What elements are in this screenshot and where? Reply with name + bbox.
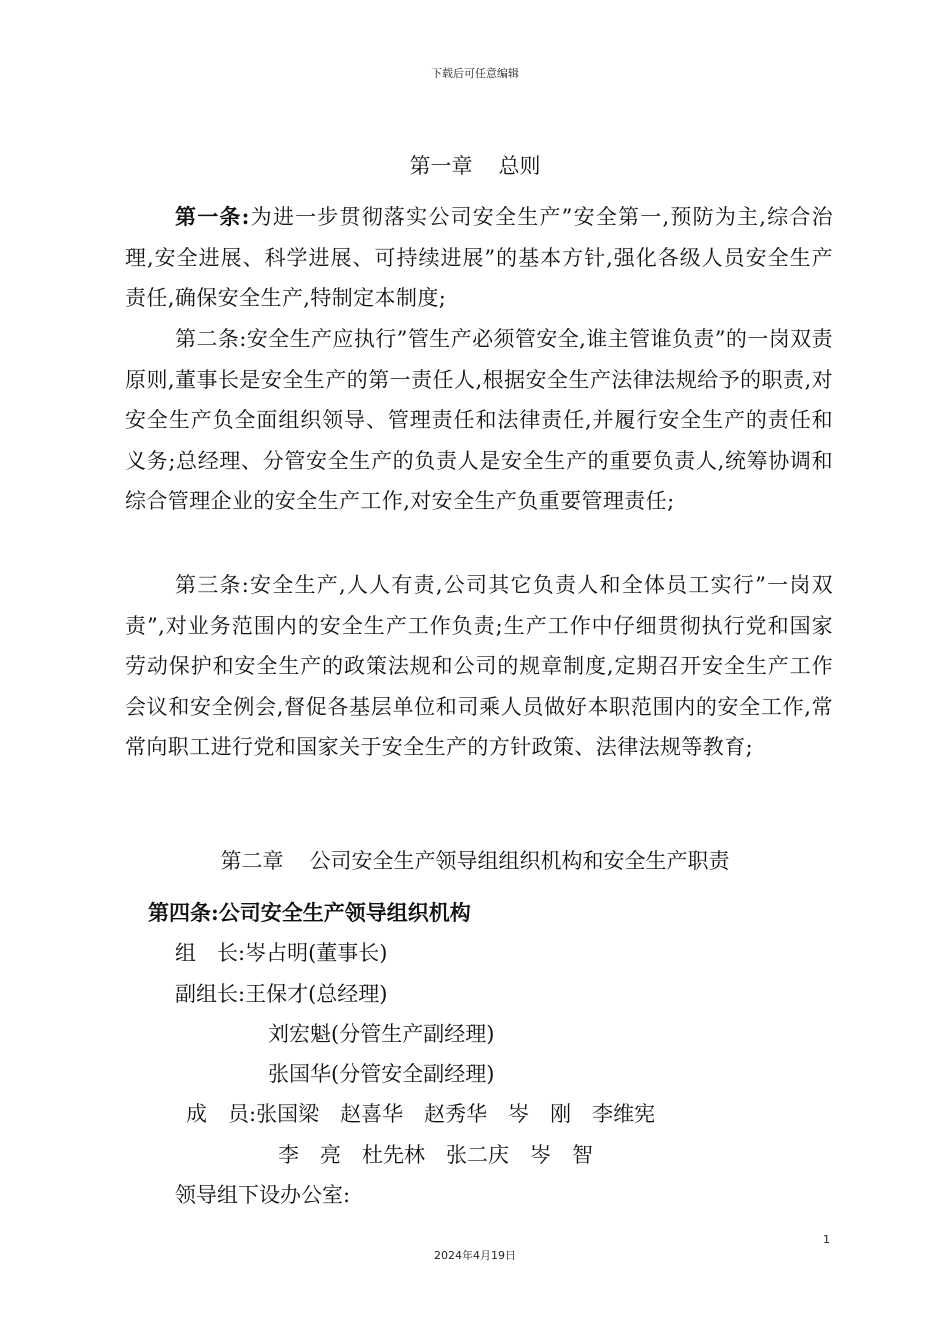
article-1-label: 第一条:: [175, 204, 250, 229]
page-number: 1: [823, 1233, 830, 1246]
article-1: [125, 197, 833, 319]
article-1-body: 为进一步贯彻落实公司安全生产”安全第一,预防为主,综合治理,安全进展、科学进展、可持续进展”的基本方针,强化各级人员安全生产责任,确保安全生产,特制定本制度;: [125, 205, 833, 310]
org-office: 领导组下设办公室:: [175, 1183, 351, 1207]
chapter-2-number: 第二章: [220, 849, 284, 873]
org-deputy-2: 刘宏魁(分管生产副经理): [268, 1022, 495, 1046]
org-members-2: 李 亮 杜先林 张二庆 岑 智: [278, 1143, 593, 1167]
chapter-1-title: [0, 150, 950, 180]
chapter-1-number: 第一章: [409, 154, 473, 178]
chapter-1-name: 总则: [498, 154, 541, 178]
footer-date: 2024年4月19日: [434, 1249, 516, 1262]
article-3: 第三条:安全生产,人人有责,公司其它负责人和全体员工实行”一岗双责”,对业务范围内的安全生产工作负责;生产工作中仔细贯彻执行党和国家劳动保护和安全生产的政策法规和公司的规章制度,定期召开安全生产工作会议和安全例会,督促各基层单位和司乘人员做好本职范围内的安全工作,常常向职工进行党和国家关于安全生产的方针政策、法律法规等教育;: [125, 573, 833, 759]
org-leader: 组 长:岑占明(董事长): [175, 941, 388, 965]
org-deputy-3: 张国华(分管安全副经理): [268, 1062, 495, 1086]
org-deputy: 副组长:王保才(总经理): [175, 982, 388, 1006]
chapter-2-title: [0, 845, 950, 875]
org-members-1: 成 员:张国梁 赵喜华 赵秀华 岑 刚 李维宪: [186, 1102, 656, 1126]
article-2: 第二条:安全生产应执行”管生产必须管安全,谁主管谁负责”的一岗双责原则,董事长是安全生产的第一责任人,根据安全生产法律法规给予的职责,对安全生产负全面组织领导、管理责任和法律责任,并履行安全生产的责任和义务;总经理、分管安全生产的负责人是安全生产的重要负责人,统筹协调和综合管理企业的安全生产工作,对安全生产负重要管理责任;: [125, 327, 833, 513]
article-4-title: 第四条:公司安全生产领导组织机构: [148, 900, 471, 925]
page-header: 下载后可任意编辑: [431, 67, 519, 80]
chapter-2-name: 公司安全生产领导组组织机构和安全生产职责: [309, 849, 730, 873]
